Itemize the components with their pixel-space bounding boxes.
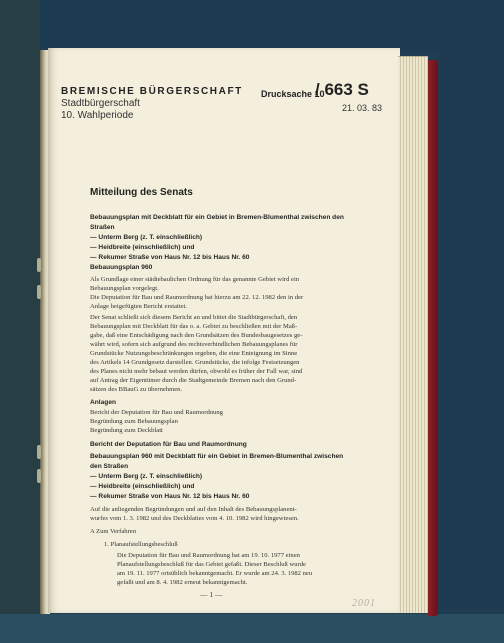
subject-plan: Bebauungsplan 960 (90, 264, 153, 271)
bericht-text-line: wurfes vom 1. 3. 1982 und des Deckblattes vom 4. 10. 1982 wird hingewiesen. (90, 515, 299, 522)
binder-cover-edge (428, 60, 438, 616)
senat-line: sätzen des BBauG zu übernehmen. (90, 386, 183, 393)
pencil-annotation: 2001 (352, 598, 376, 609)
bericht-item: — Unterm Berg (z. T. einschließlich) (90, 473, 203, 480)
senat-line: gabe, daß eine Entschädigung nach den Grundsätzen des Bundesbaugesetzes ge- (90, 332, 303, 339)
intro-line: Die Deputation für Bau und Raumordnung hat hierzu am 22. 12. 1982 den in der (90, 294, 304, 301)
anlagen-heading: Anlagen (90, 399, 117, 406)
senat-line: auf Antrag der Eigentümer durch die Stadtgemeinde Bremen nach den Grund- (90, 377, 297, 384)
org-name: BREMISCHE BÜRGERSCHAFT (61, 86, 243, 97)
bericht-subject-line: Bebauungsplan 960 mit Deckblatt für ein Gebiet in Bremen-Blumenthal zwischen (90, 453, 344, 460)
intro-line: Bebauungsplan vorgelegt. (90, 285, 159, 292)
background-right (438, 0, 504, 643)
binder-hole (37, 285, 41, 299)
item-text-line: Planaufstellungsbeschluß für das Gebiet gefaßt. Dieser Beschluß wurde (117, 561, 306, 568)
drucksache-number: / 663 S (315, 80, 369, 99)
subject-line: Bebauungsplan mit Deckblatt für ein Gebiet in Bremen-Blumenthal zwischen den (90, 214, 344, 221)
background-top (0, 0, 504, 52)
intro-line: Anlage beigefügten Bericht erstattet. (90, 303, 188, 310)
page-number: — 1 — (200, 590, 223, 599)
section-heading: A Zum Verfahren (90, 528, 137, 535)
drucksache-label: Drucksache 10 (261, 89, 325, 99)
item-title: 1. Planaufstellungsbeschluß (104, 541, 178, 548)
item-text-line: Die Deputation für Bau und Raumordnung hat am 19. 10. 1977 einen (117, 552, 300, 559)
anlagen-item: Begründung zum Deckblatt (90, 427, 163, 434)
background-left (0, 0, 40, 643)
subject-item: — Heidbreite (einschließlich) und (90, 244, 195, 251)
intro-line: Als Grundlage einer städtebaulichen Ordnung für das genannte Gebiet wird ein (90, 276, 300, 283)
drucksache-date: 21. 03. 83 (342, 103, 383, 113)
anlagen-item: Bericht der Deputation für Bau und Raumordnung (90, 409, 223, 416)
senat-line: des Planes nicht mehr bebaut werden dürfen, obwohl es früher der Fall war, sind (90, 368, 303, 375)
senat-line: währt wird, sofern sich aufgrund des rechtsverbindlichen Bebauungsplanes für (90, 341, 298, 348)
senat-line: Bebauungsplan mit Deckblatt für das o. a. Gebiet zu beschließen mit der Maß- (90, 323, 298, 330)
page-stack-edge (398, 56, 428, 613)
item-text-line: am 19. 11. 1977 ortsüblich bekanntgemacht. Er wurde am 24. 3. 1982 neu (117, 570, 313, 577)
background-bottom (0, 614, 504, 643)
bericht-subject-line: den Straßen (90, 463, 129, 470)
anlagen-item: Begründung zum Bebauungsplan (90, 418, 178, 425)
subject-item: — Rekumer Straße von Haus Nr. 12 bis Haus Nr. 60 (90, 254, 250, 261)
bericht-item: — Rekumer Straße von Haus Nr. 12 bis Haus Nr. 60 (90, 493, 250, 500)
subject-line: Straßen (90, 224, 115, 231)
org-sub-2: 10. Wahlperiode (61, 110, 134, 121)
binder-hole (37, 445, 41, 459)
bericht-text-line: Auf die anliegenden Begründungen und auf den Inhalt des Bebauungsplanent- (90, 506, 297, 513)
senat-line: Der Senat schließt sich diesem Bericht an und bittet die Stadtbürgerschaft, den (90, 314, 298, 321)
item-text-line: gefaßt und am 8. 4. 1982 erneut bekanntgemacht. (117, 579, 248, 586)
binder-hole (37, 469, 41, 483)
document-title: Mitteilung des Senats (90, 187, 193, 198)
senat-line: des Artikels 14 Grundgesetz darstellen. Grundstücke, die infolge Festsetzungen (90, 359, 300, 366)
org-sub-1: Stadtbürgerschaft (61, 98, 140, 109)
binder-hole (37, 258, 41, 272)
subject-item: — Unterm Berg (z. T. einschließlich) (90, 234, 203, 241)
bericht-heading: Bericht der Deputation für Bau und Raumordnung (90, 441, 247, 448)
bericht-item: — Heidbreite (einschließlich) und (90, 483, 195, 490)
senat-line: Grundstücke Nutzungsbeschränkungen ergeben, die eine Enteignung im Sinne (90, 350, 298, 357)
